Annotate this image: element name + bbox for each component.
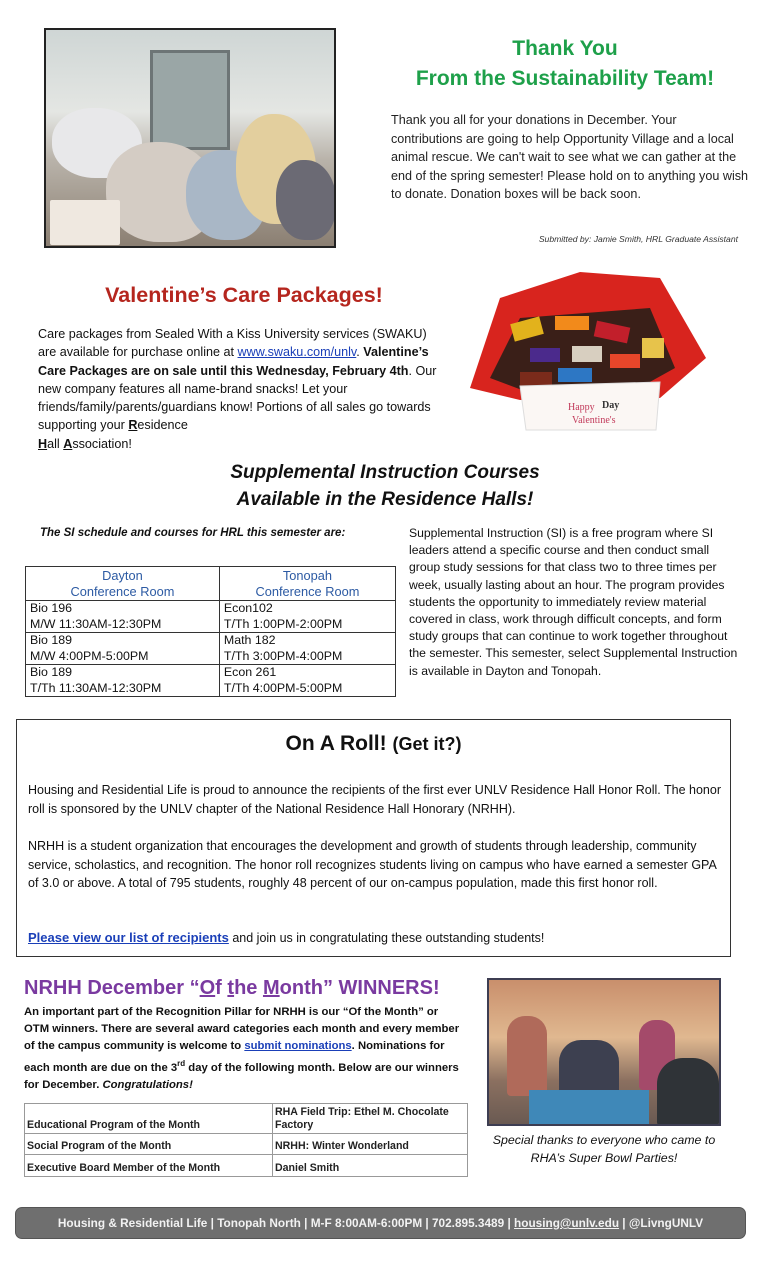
otm-winner: NRHH: Winter Wonderland xyxy=(273,1134,468,1155)
nrhh-text: An important part of the Recognition Pillar for NRHH is our “Of the Month” or OTM winners. There are several award categories each month and every member of the campus community is welcome to xyxy=(24,1006,460,1052)
footer-email-link[interactable]: housing@unlv.edu xyxy=(514,1216,620,1230)
photo-bag xyxy=(276,160,336,240)
nrhh-title-text: NRHH December “ xyxy=(24,977,200,999)
honor-roll-text: and join us in congratulating these outstanding students! xyxy=(228,931,545,945)
nrhh-text: . Nominations for each month are due on the 3 xyxy=(24,1040,445,1074)
table-header-row xyxy=(26,567,396,601)
submit-nominations-link[interactable]: submit nominations xyxy=(244,1040,352,1052)
table-cell xyxy=(219,601,395,633)
box-text: Happy xyxy=(568,402,595,413)
valentine-sale-text: Valentine’s Care Packages are on sale until this Wednesday, February 4th xyxy=(38,345,429,378)
nrhh-title-text: onth xyxy=(279,977,323,999)
course-name: Bio 189 xyxy=(30,633,73,647)
course-time: T/Th 11:30AM-12:30PM xyxy=(30,680,162,695)
footer-bar xyxy=(15,1207,746,1239)
nrhh-title-text: ” WINNERS! xyxy=(322,977,440,999)
table-row xyxy=(25,1134,468,1155)
candy-bar xyxy=(530,348,560,362)
nrhh-title-letter: O xyxy=(199,977,216,999)
si-schedule-note: The SI schedule and courses for HRL this semester are: xyxy=(40,527,346,539)
honor-roll-title-main: On A Roll! xyxy=(285,732,387,755)
course-name: Bio 196 xyxy=(30,601,73,615)
photo-person xyxy=(507,1016,547,1096)
valentine-text: esidence xyxy=(137,418,188,433)
honor-roll-title-aside: (Get it?) xyxy=(392,734,462,754)
thank-you-title xyxy=(365,34,765,94)
si-description: Supplemental Instruction (SI) is a free program where SI leaders attend a specific course and then conduct small group study sessions for that class two to three times per week, usually lasting about an hour. The program provides students the opportunity to immediately review material covered in class, work through difficult concepts, and form study groups that can continue to work together throughout the semester. This semester, select Supplemental Instruction is available in Dayton and Tonopah. xyxy=(409,526,738,678)
thank-you-body: Thank you all for your donations in December. Your contributions are going to help Opportunity Village and a local animal rescue. We can't wait to see what we can gather at the end of the spring semester! Please hold on to anything you wish to donate. Donation boxes will be back soon. xyxy=(391,113,749,201)
valentine-title: Valentine’s Care Packages! xyxy=(105,283,383,307)
otm-category: Educational Program of the Month xyxy=(25,1104,273,1134)
table-cell xyxy=(219,665,395,697)
rha-letter: A xyxy=(63,436,73,451)
honor-roll-paragraph-1: Housing and Residential Life is proud to announce the recipients of the first ever UNLV Residence Hall Honor Roll. The honor roll is sponsored by the UNLV chapter of the National Residence Hall Honorary (NRHH). xyxy=(28,783,721,816)
table-cell xyxy=(26,633,220,665)
course-time: T/Th 3:00PM-4:00PM xyxy=(223,648,343,663)
nrhh-text-sup: rd xyxy=(177,1059,186,1068)
recipients-link[interactable]: Please view our list of recipients xyxy=(28,930,229,945)
course-time: T/Th 1:00PM-2:00PM xyxy=(223,616,343,631)
honor-roll-paragraph-3 xyxy=(28,929,728,947)
otm-category: Executive Board Member of the Month xyxy=(25,1155,273,1177)
table-row xyxy=(26,633,396,665)
photo-person xyxy=(657,1058,719,1126)
valentine-text: . Our new company features all name-brand snacks! Let your friends/family/parents/guardians know! Portions of all sales go towards supporting your xyxy=(38,363,437,433)
table-header-dayton: Dayton Conference Room xyxy=(26,567,220,601)
otm-winners-table xyxy=(24,1103,468,1177)
box-text: Day xyxy=(602,400,620,411)
candy-bar xyxy=(555,316,589,330)
si-title xyxy=(180,459,590,513)
nrhh-title-letter: M xyxy=(262,977,280,999)
photo-caption: Special thanks to everyone who came to RHA’s Super Bowl Parties! xyxy=(492,1133,716,1165)
nrhh-title-text: he xyxy=(234,977,263,999)
submitted-by: Submitted by: Jamie Smith, HRL Graduate Assistant xyxy=(538,234,738,244)
otm-category: Social Program of the Month xyxy=(25,1134,273,1155)
donation-bags-photo xyxy=(44,28,336,248)
si-title-line1: Supplemental Instruction Courses xyxy=(230,462,540,483)
thank-you-title-line1: Thank You xyxy=(512,37,618,60)
table-cell xyxy=(219,633,395,665)
otm-winner: Daniel Smith xyxy=(273,1155,468,1177)
rha-letter: R xyxy=(128,418,138,433)
table-row xyxy=(26,665,396,697)
course-name: Bio 189 xyxy=(30,665,73,679)
course-time: M/W 4:00PM-5:00PM xyxy=(30,648,149,663)
course-time: T/Th 4:00PM-5:00PM xyxy=(223,680,343,695)
valentine-text: . xyxy=(356,345,364,360)
nrhh-body xyxy=(24,1004,464,1094)
candy-bar xyxy=(610,354,640,368)
thank-you-title-line2: From the Sustainability Team! xyxy=(415,67,715,90)
candy-bar xyxy=(520,372,552,386)
candy-bar xyxy=(642,338,664,358)
honor-roll-paragraph-2: NRHH is a student organization that encourages the development and growth of students through leadership, community service, scholastics, and recognition. The honor roll recognizes students living on campus who have earned a semester GPA of 3.0 or above. A total of 795 students, roughly 48 percent of our on-campus population, made this first honor roll. xyxy=(28,839,717,890)
swaku-link[interactable]: www.swaku.com/unlv xyxy=(237,345,357,360)
photo-box xyxy=(50,200,120,245)
nrhh-title-text: f xyxy=(215,977,228,999)
valentine-text: ssociation! xyxy=(72,436,132,451)
nrhh-title xyxy=(24,977,464,1000)
candy-bar xyxy=(558,368,592,382)
table-cell xyxy=(26,601,220,633)
box-text: Valentine's xyxy=(572,415,616,426)
table-header-tonopah: Tonopah Conference Room xyxy=(219,567,395,601)
candy-box-image xyxy=(460,268,708,433)
footer-handle: | @LivngUNLV xyxy=(619,1216,704,1230)
table-row xyxy=(25,1155,468,1177)
si-schedule-table xyxy=(25,566,396,697)
nrhh-text: day of the following month. Below are our winners for December. xyxy=(24,1061,459,1091)
footer-text: Housing & Residential Life | Tonopah North | M-F 8:00AM-6:00PM | 702.895.3489 | xyxy=(57,1216,515,1230)
course-name: Econ102 xyxy=(223,601,273,615)
course-name: Econ 261 xyxy=(223,665,277,679)
valentine-text: Care packages from Sealed With a Kiss University services (SWAKU) are available for purchase online at xyxy=(38,327,427,360)
super-bowl-party-photo xyxy=(487,978,721,1126)
otm-winner: RHA Field Trip: Ethel M. Chocolate Factory xyxy=(273,1104,468,1134)
photo-door xyxy=(150,50,230,150)
photo-table xyxy=(529,1090,649,1126)
course-name: Math 182 xyxy=(223,633,276,647)
table-cell xyxy=(26,665,220,697)
honor-roll-title xyxy=(16,732,731,756)
rha-letter: H xyxy=(38,436,48,451)
nrhh-title-letter: t xyxy=(227,977,235,999)
table-row xyxy=(25,1104,468,1134)
course-time: M/W 11:30AM-12:30PM xyxy=(30,616,162,631)
table-row xyxy=(26,601,396,633)
candy-bar xyxy=(572,346,602,362)
nrhh-congrats: Congratulations! xyxy=(102,1078,193,1091)
si-title-line2: Available in the Residence Halls! xyxy=(236,489,534,510)
valentine-text: all xyxy=(47,436,64,451)
valentine-body xyxy=(38,325,443,453)
